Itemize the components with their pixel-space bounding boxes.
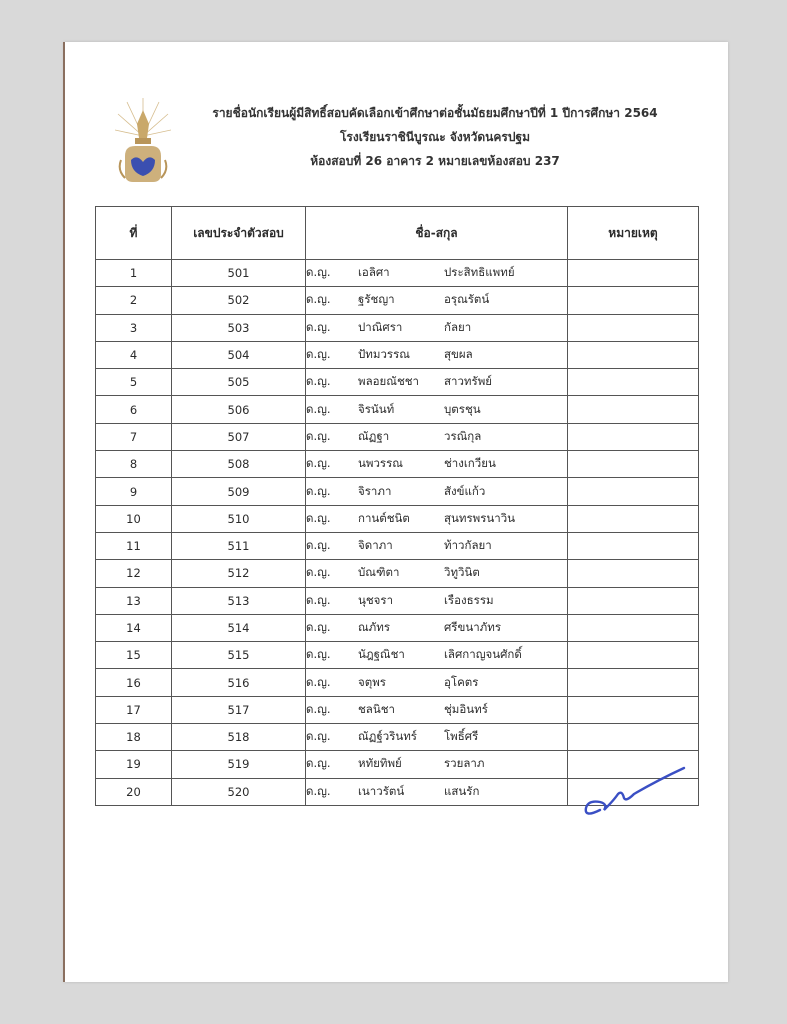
row-number: 5 [96,369,172,396]
exam-code: 520 [172,778,306,805]
last-name: เลิศกาญจนศักดิ์ [444,647,522,662]
remark [568,724,699,751]
first-name: จิรนันท์ [358,401,395,416]
exam-code: 508 [172,451,306,478]
row-number: 13 [96,587,172,614]
row-number: 12 [96,560,172,587]
name-title: ด.ญ. [306,592,331,607]
remark [568,314,699,341]
table-row [96,532,699,559]
name-title: ด.ญ. [306,374,331,389]
table-row [96,724,699,751]
student-name [306,560,568,587]
binding-edge [63,42,65,982]
table-row [96,287,699,314]
row-number: 9 [96,478,172,505]
first-name: ปาณิศรา [358,319,403,334]
row-number: 3 [96,314,172,341]
first-name: บัณฑิตา [358,565,400,580]
last-name: โพธิ์ศรี [444,729,479,744]
last-name: อรุณรัตน์ [444,292,490,307]
header-exam-code: เลขประจำตัวสอบ [172,207,306,260]
name-title: ด.ญ. [306,647,331,662]
name-title: ด.ญ. [306,456,331,471]
name-title: ด.ญ. [306,347,331,362]
row-number: 11 [96,532,172,559]
remark [568,505,699,532]
name-title: ด.ญ. [306,565,331,580]
name-title: ด.ญ. [306,729,331,744]
first-name: จิราภา [358,483,392,498]
last-name: วรณิกุล [444,428,482,443]
table-row [96,260,699,287]
remark [568,369,699,396]
remark [568,396,699,423]
first-name: ชลนิชา [358,701,395,716]
table-row [96,587,699,614]
last-name: ชุ่มอินทร์ [444,701,488,716]
exam-code: 516 [172,669,306,696]
last-name: ท้าวกัลยา [444,538,492,553]
header-name: ชื่อ-สกุล [306,207,568,260]
table-row [96,423,699,450]
table-row [96,369,699,396]
first-name: จตุพร [358,674,386,689]
row-number: 1 [96,260,172,287]
table-header-row [96,207,699,260]
student-name [306,751,568,778]
name-title: ด.ญ. [306,428,331,443]
table-row [96,642,699,669]
first-name: ณัฏฐา [358,428,390,443]
exam-code: 509 [172,478,306,505]
header-title: รายชื่อนักเรียนผู้มีสิทธิ์สอบคัดเลือกเข้าศึกษาต่อชั้นมัธยมศึกษาปีที่ 1 ปีการศึกษา 2564 [212,106,658,120]
student-name [306,478,568,505]
exam-code: 518 [172,724,306,751]
row-number: 7 [96,423,172,450]
last-name: อุโคตร [444,674,479,689]
last-name: บุตรชุน [444,401,481,416]
table-body [96,260,699,806]
student-name [306,423,568,450]
header-room: ห้องสอบที่ 26 อาคาร 2 หมายเลขห้องสอบ 237 [310,154,560,168]
student-name [306,314,568,341]
student-name [306,260,568,287]
last-name: ศรีขนาภัทร [444,620,501,634]
table-row [96,451,699,478]
row-number: 4 [96,341,172,368]
student-name [306,369,568,396]
remark [568,423,699,450]
student-name [306,642,568,669]
row-number: 15 [96,642,172,669]
remark [568,614,699,641]
table-row [96,560,699,587]
name-title: ด.ญ. [306,674,331,689]
exam-code: 512 [172,560,306,587]
name-title: ด.ญ. [306,265,331,280]
remark [568,560,699,587]
last-name: ประสิทธิแพทย์ [444,265,515,280]
name-title: ด.ญ. [306,538,331,553]
name-title: ด.ญ. [306,292,331,307]
exam-code: 515 [172,642,306,669]
remark [568,696,699,723]
school-emblem-icon [115,96,171,191]
last-name: สาวทรัพย์ [444,374,493,389]
handwritten-signature-icon [578,764,688,824]
row-number: 19 [96,751,172,778]
first-name: จิดาภา [358,538,393,553]
row-number: 14 [96,614,172,641]
table-row [96,696,699,723]
table-row [96,341,699,368]
table-row [96,614,699,641]
student-table [95,206,699,806]
name-title: ด.ญ. [306,620,331,634]
exam-code: 503 [172,314,306,341]
first-name: กานต์ชนิต [358,510,410,525]
row-number: 16 [96,669,172,696]
remark [568,341,699,368]
remark [568,587,699,614]
last-name: เรืองธรรม [444,592,494,607]
table-row [96,669,699,696]
table-row [96,314,699,341]
student-name [306,587,568,614]
remark [568,532,699,559]
last-name: แสนรัก [444,783,480,798]
student-name [306,696,568,723]
exam-code: 514 [172,614,306,641]
table-row [96,505,699,532]
exam-code: 513 [172,587,306,614]
name-title: ด.ญ. [306,701,331,716]
exam-code: 504 [172,341,306,368]
student-name [306,614,568,641]
first-name: นพวรรณ [358,456,403,471]
student-name [306,669,568,696]
student-name [306,724,568,751]
name-title: ด.ญ. [306,483,331,498]
table-row [96,396,699,423]
student-name [306,396,568,423]
table-row [96,478,699,505]
first-name: ปัทมวรรณ [358,347,410,362]
remark [568,669,699,696]
first-name: พลอยณัชชา [358,374,420,389]
row-number: 8 [96,451,172,478]
last-name: สังข์แก้ว [444,483,486,498]
last-name: กัลยา [444,319,472,334]
first-name: เอลิศา [358,265,390,280]
exam-code: 501 [172,260,306,287]
row-number: 17 [96,696,172,723]
exam-code: 502 [172,287,306,314]
exam-code: 510 [172,505,306,532]
student-name [306,451,568,478]
document-header [200,101,670,173]
remark [568,451,699,478]
row-number: 2 [96,287,172,314]
header-remark: หมายเหตุ [568,207,699,260]
student-name [306,532,568,559]
first-name: ณภัทร [358,620,391,634]
name-title: ด.ญ. [306,510,331,525]
last-name: รวยลาภ [444,756,485,771]
student-name [306,341,568,368]
first-name: หทัยทิพย์ [358,756,402,771]
last-name: สุขผล [444,347,473,362]
exam-code: 507 [172,423,306,450]
last-name: วิทูวินิต [444,565,480,580]
exam-code: 505 [172,369,306,396]
name-title: ด.ญ. [306,401,331,416]
remark [568,478,699,505]
remark [568,260,699,287]
name-title: ด.ญ. [306,783,331,798]
remark [568,642,699,669]
header-school: โรงเรียนราชินีบูรณะ จังหวัดนครปฐม [339,130,531,144]
name-title: ด.ญ. [306,319,331,334]
first-name: เนาวรัตน์ [358,783,405,798]
first-name: นัฎฐณิชา [358,647,405,662]
first-name: ฐรัชญา [358,292,395,307]
last-name: สุนทรพรนาวิน [444,510,516,525]
student-name [306,287,568,314]
row-number: 10 [96,505,172,532]
row-number: 18 [96,724,172,751]
remark [568,287,699,314]
last-name: ช่างเกวียน [444,456,496,471]
exam-code: 519 [172,751,306,778]
name-title: ด.ญ. [306,756,331,771]
first-name: ณัฏฐ์วรินทร์ [358,729,417,744]
exam-code: 506 [172,396,306,423]
exam-code: 511 [172,532,306,559]
row-number: 6 [96,396,172,423]
row-number: 20 [96,778,172,805]
header-no: ที่ [96,207,172,260]
student-name [306,505,568,532]
exam-code: 517 [172,696,306,723]
student-name [306,778,568,805]
first-name: นุชจรา [358,592,394,607]
